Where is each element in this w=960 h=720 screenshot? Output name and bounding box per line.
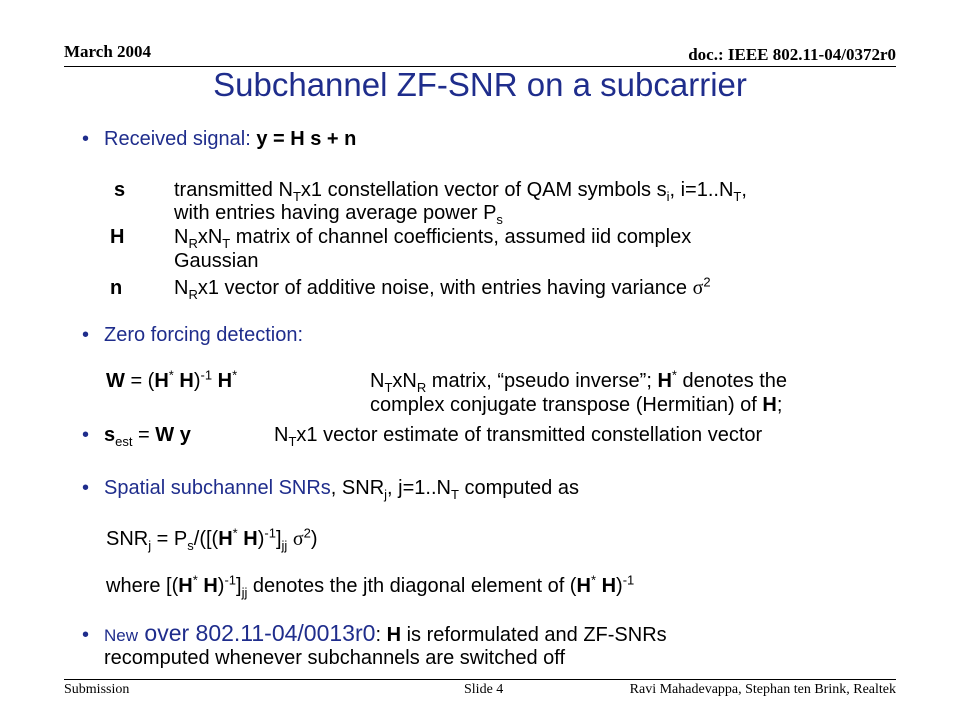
over-reference: over 802.11-04/0013r0 xyxy=(138,620,376,646)
bullet-dot: • xyxy=(82,424,90,446)
received-signal-equation: y = H s + n xyxy=(256,128,357,150)
bullet-dot: • xyxy=(82,477,90,499)
bullet-spatial-snr: • Spatial subchannel SNRs, $SNR_j$, $j=1..N_T$ computed as xyxy=(82,477,579,502)
zf-description-line2: complex conjugate transpose (Hermitian) of H; xyxy=(370,394,783,416)
bullet-received-signal xyxy=(82,128,356,151)
footer-authors: Ravi Mahadevappa, Stephan ten Brink, Realtek xyxy=(629,682,896,697)
zf-equation: W = (H* H)$^{-1}$ H* xyxy=(106,367,238,392)
estimate-description: $N_Tx1$ vector estimate of transmitted constellation vector xyxy=(274,424,763,449)
snr-equation: $SNR_j = P_s/([(H^*$ $H)^{-1}]_{jj}$ $\sigma^2$) xyxy=(106,525,318,553)
received-signal-label: Received signal: xyxy=(104,128,251,150)
bullet-zero-forcing xyxy=(82,324,303,347)
slide-title: Subchannel ZF-SNR on a subcarrier xyxy=(213,66,747,103)
footer-submission: Submission xyxy=(64,682,130,697)
bullet-estimate: • $s_{est} = W$ y xyxy=(82,424,191,449)
bullet-dot: • xyxy=(82,128,90,150)
def-s-symbol: s xyxy=(114,179,126,201)
new-label: New xyxy=(104,626,139,645)
spatial-snr-label: Spatial subchannel SNRs xyxy=(104,477,331,499)
def-n: n $N_Rx1$ vector of additive noise, with entries having variance $\sigma^2$ xyxy=(110,274,711,302)
footer-rule xyxy=(64,679,896,680)
bullet-dot: • xyxy=(82,324,90,346)
def-n-symbol: n xyxy=(110,277,123,299)
def-s: s transmitted $N_Tx1$ constellation vector of QAM symbols $s_i$, $i=1..N_T$, xyxy=(110,179,747,202)
footer-slide-number: Slide 4 xyxy=(464,682,504,697)
zero-forcing-label: Zero forcing detection: xyxy=(104,324,303,346)
bullet-new: • New over 802.11-04/0013r0: H is reformulated and ZF-SNRs xyxy=(82,620,667,646)
def-H-line2: Gaussian xyxy=(174,250,259,272)
def-H-symbol: H xyxy=(110,226,125,248)
zf-description: $N_TxN_R$ matrix, “pseudo inverse”; H* denotes the xyxy=(370,367,788,395)
def-H: H $N_RxN_T$ matrix of channel coefficients, assumed iid complex xyxy=(110,226,692,251)
where-line: where [(H* $H)^{-1}]_{jj}$ denotes the jth diagonal element of (H* H)$^{-1}$ xyxy=(106,572,635,600)
header-doc-id: doc.: IEEE 802.11-04/0372r0 xyxy=(688,45,896,64)
bullet-dot: • xyxy=(82,624,90,646)
def-s-line2: with entries having average power $P_s$ xyxy=(174,202,503,227)
header-date: March 2004 xyxy=(64,42,152,61)
bullet-new-line2: recomputed whenever subchannels are switched off xyxy=(104,647,566,669)
